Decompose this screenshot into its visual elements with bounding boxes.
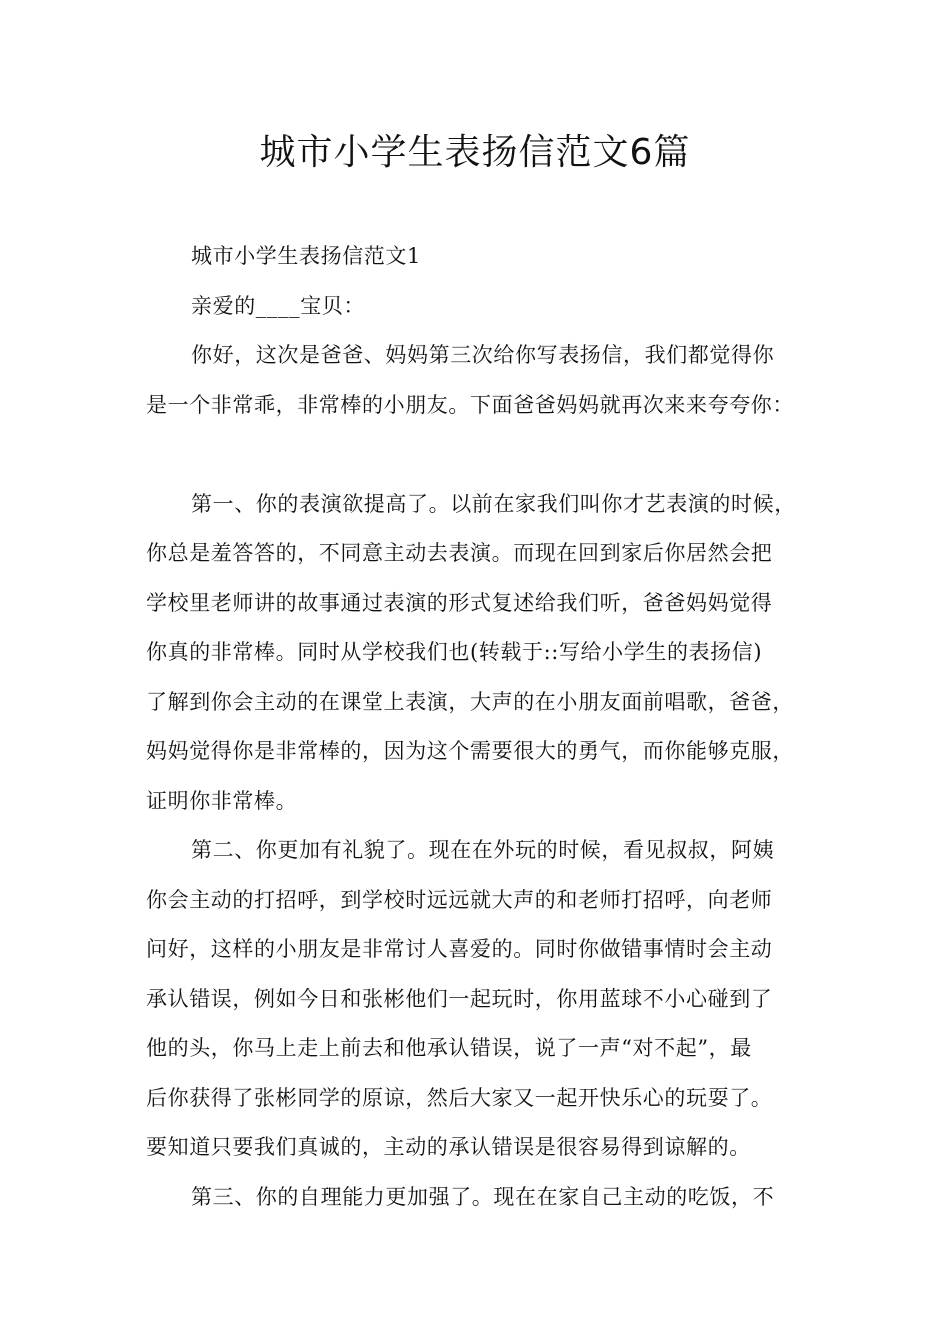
paragraph-second (146, 826, 836, 1173)
paragraph-first (146, 480, 836, 827)
paragraph-line: 第二、你更加有礼貌了。现在在外玩的时候，看见叔叔，阿姨 (191, 838, 775, 862)
paragraph-line: 他的头，你马上走上前去和他承认错误，说了一声“对不起”，最 (146, 1036, 752, 1060)
paragraph-line: 妈妈觉得你是非常棒的，因为这个需要很大的勇气，而你能够克服， (146, 739, 794, 763)
paragraph-line: 证明你非常棒。 (146, 788, 298, 813)
paragraph-line: 问好，这样的小朋友是非常讨人喜爱的。同时你做错事情时会主动 (146, 937, 773, 961)
paragraph-line: 第一、你的表演欲提高了。以前在家我们叫你才艺表演的时候， (191, 491, 796, 516)
paragraph-line: 你会主动的打招呼，到学校时远远就大声的和老师打招呼，向老师 (146, 887, 773, 912)
paragraph-line: 你真的非常棒。同时从学校我们也(转载于::写给小学生的表扬信) (146, 640, 763, 664)
paragraph-line: 你总是羞答答的，不同意主动去表演。而现在回到家后你居然会把 (146, 541, 773, 565)
paragraph-line: 要知道只要我们真诚的，主动的承认错误是很容易得到谅解的。 (146, 1135, 751, 1159)
subheading (146, 232, 836, 282)
paragraph-line: 第三、你的自理能力更加强了。现在在家自己主动的吃饭，不 (191, 1184, 775, 1209)
paragraph-line: 你好，这次是爸爸、妈妈第三次给你写表扬信，我们都觉得你 (191, 343, 775, 367)
paragraph-third (146, 1173, 836, 1223)
salutation (146, 282, 836, 332)
paragraph-intro (146, 331, 836, 430)
paragraph-line: 后你获得了张彬同学的原谅，然后大家又一起开快乐心的玩耍了。 (146, 1085, 773, 1110)
subheading-text: 城市小学生表扬信范文1 (191, 244, 421, 268)
document-title: 城市小学生表扬信范文6篇 (259, 132, 691, 173)
paragraph-line: 是一个非常乖，非常棒的小朋友。下面爸爸妈妈就再次来来夸夸你： (146, 392, 794, 417)
blank-line (146, 430, 836, 480)
paragraph-line: 了解到你会主动的在课堂上表演，大声的在小朋友面前唱歌，爸爸， (146, 689, 794, 714)
paragraph-line: 承认错误，例如今日和张彬他们一起玩时，你用蓝球不小心碰到了 (146, 986, 773, 1011)
salutation-text: 亲爱的____宝贝： (191, 293, 365, 318)
document-body (146, 232, 836, 1222)
paragraph-line: 学校里老师讲的故事通过表演的形式复述给我们听，爸爸妈妈觉得 (146, 590, 773, 615)
